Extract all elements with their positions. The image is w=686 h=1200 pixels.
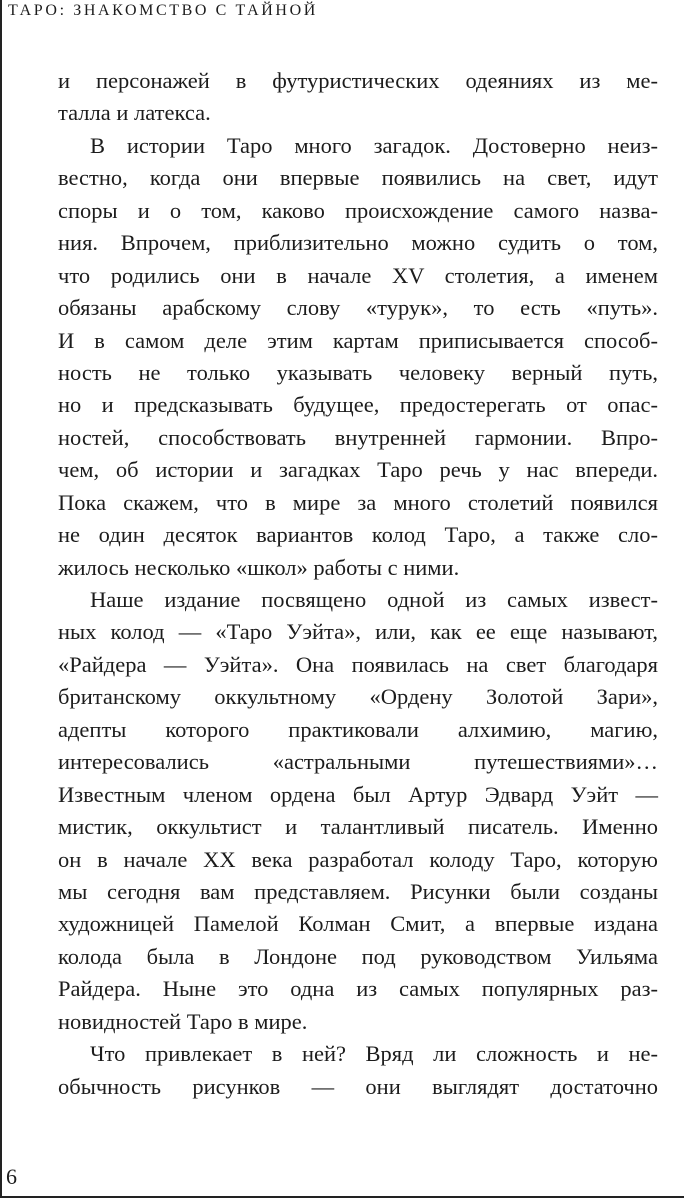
- text-line: Пока скажем, что в мире за много столетий появился: [58, 489, 658, 515]
- text-line: жилось несколько «школ» работы с ними.: [58, 554, 460, 580]
- text-line: мы сегодня вам представляем. Рисунки были созданы: [58, 878, 658, 904]
- page-number: 6: [6, 1164, 17, 1189]
- text-line: ния. Впрочем, приблизительно можно судить о том,: [58, 230, 658, 256]
- text-line: адепты которого практиковали алхимию, магию,: [58, 716, 658, 742]
- running-header: ТАРО: ЗНАКОМСТВО С ТАЙНОЙ: [8, 2, 318, 19]
- text-line: талла и латекса.: [58, 100, 211, 126]
- text-line: ностей, способствовать внутренней гармонии. Впро-: [58, 424, 658, 450]
- text-line: В истории Таро много загадок. Достоверно неиз-: [90, 132, 658, 158]
- text-line: И в самом деле этим картам приписывается способ-: [58, 327, 658, 353]
- body-text: [58, 65, 658, 1103]
- text-line: обязаны арабскому слову «турук», то есть «путь».: [58, 295, 658, 321]
- text-line: новидностей Таро в мире.: [58, 1008, 308, 1034]
- text-line: Известным членом ордена был Артур Эдвард Уэйт —: [58, 781, 658, 807]
- text-line: ных колод — «Таро Уэйта», или, как ее еще называют,: [58, 619, 658, 645]
- text-line: не один десяток вариантов колод Таро, а также сло-: [58, 522, 658, 548]
- text-line: что родились они в начале XV столетия, а именем: [58, 262, 658, 288]
- text-line: мистик, оккультист и талантливый писатель. Именно: [58, 814, 658, 840]
- text-line: чем, об истории и загадках Таро речь у нас впереди.: [58, 457, 658, 483]
- text-line: он в начале XX века разработал колоду Таро, которую: [58, 846, 658, 872]
- text-line: Райдера. Ныне это одна из самых популярных раз-: [58, 976, 658, 1002]
- text-line: колода была в Лондоне под руководством Уильяма: [58, 943, 658, 969]
- text-line: Наше издание посвящено одной из самых извест-: [90, 587, 658, 612]
- text-line: споры и о том, каково происхождение самого назва-: [58, 197, 658, 223]
- text-line: но и предсказывать будущее, предостерегать от опас-: [58, 392, 658, 418]
- text-line: интересовались «астральными путешествиями»…: [58, 749, 658, 775]
- text-line: Что привлекает в ней? Вряд ли сложность и не-: [90, 1041, 658, 1067]
- text-line: британскому оккультному «Ордену Золотой Зари»,: [58, 684, 658, 710]
- text-line: ность не только указывать человеку верный путь,: [58, 359, 658, 385]
- text-line: и персонажей в футуристических одеяниях из ме-: [58, 68, 658, 93]
- text-line: художницей Памелой Колман Смит, а впервые издана: [58, 911, 658, 937]
- text-line: вестно, когда они впервые появились на свет, идут: [58, 165, 658, 191]
- text-line: обычность рисунков — они выглядят достаточно: [58, 1073, 658, 1099]
- text-line: «Райдера — Уэйта». Она появилась на свет благодаря: [58, 651, 658, 677]
